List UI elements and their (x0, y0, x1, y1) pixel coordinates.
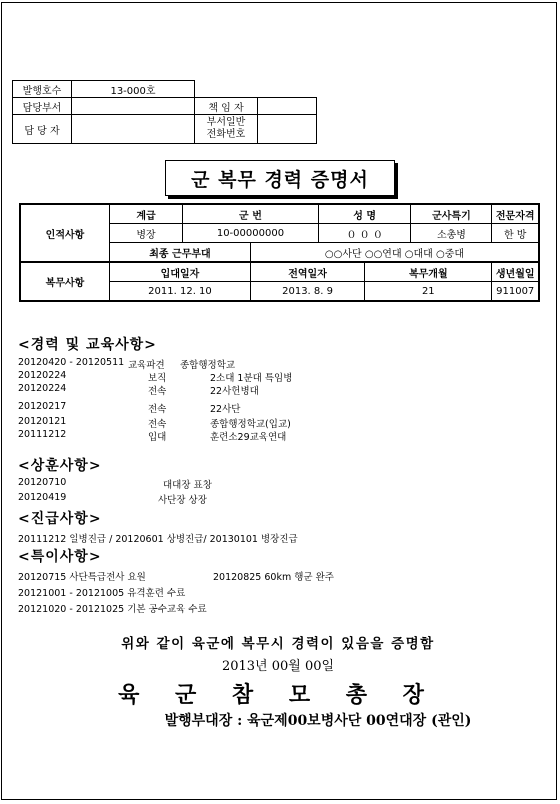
special-item-2: 20120825 60km 행군 완주 (213, 572, 334, 583)
value-discharge-date: 2013. 8. 9 (250, 282, 364, 302)
value-service-number: 10-00000000 (183, 224, 319, 243)
career-desc: 종합행정학교 (180, 360, 236, 371)
header-qualification: 전문자격 (492, 204, 539, 224)
special-item: 20121001 - 20121005 유격훈련 수료 (18, 588, 186, 599)
career-row (18, 370, 538, 383)
closing-statement: 위와 같이 육군에 복무시 경력이 있음을 증명함 (121, 636, 435, 652)
career-type: 보직 (148, 373, 167, 384)
header-specialty: 군사특기 (411, 204, 492, 224)
career-type: 전속 (148, 386, 167, 397)
issuing-unit: 발행부대장 : 육군제00보병사단 00연대장 (관인) (164, 713, 472, 729)
personal-section-label: 인적사항 (20, 204, 110, 262)
promotion-text: 20111212 일병진급 / 20120601 상병진급/ 20130101 병장진급 (18, 534, 298, 545)
header-birth-date: 생년월일 (492, 262, 539, 282)
career-type: 전속 (148, 419, 167, 430)
award-desc: 사단장 상장 (158, 495, 207, 506)
header-name: 성 명 (318, 204, 411, 224)
awards-section (18, 455, 538, 505)
career-desc: 종합행정학교(입교) (210, 419, 291, 430)
value-birth-date: 911007 (492, 282, 539, 302)
document-title: 군 복무 경력 증명서 (165, 160, 395, 196)
career-date: 20120420 - 20120511 (18, 357, 125, 368)
issue-no-label: 발행호수 (13, 81, 72, 98)
career-desc: 2소대 1분대 특임병 (210, 373, 293, 384)
promotion-row (18, 531, 538, 544)
header-discharge-date: 전역일자 (250, 262, 364, 282)
phone-value (258, 115, 317, 144)
resp-label: 책 임 자 (195, 98, 258, 115)
header-rank: 계급 (110, 204, 183, 224)
special-item: 20120715 사단특급전사 요원 (18, 572, 146, 583)
header-service-number: 군 번 (183, 204, 319, 224)
career-date: 20120224 (18, 370, 67, 381)
career-row (18, 429, 538, 442)
phone-label (195, 115, 258, 144)
career-desc: 22사단 (210, 404, 241, 415)
issuer-name: 육 군 참 모 총 장 (118, 682, 438, 708)
value-name: ０ ０ ０ (318, 224, 411, 243)
unit-label: 최종 근무부대 (110, 243, 251, 263)
award-date: 20120419 (18, 492, 67, 503)
dept-value (72, 98, 195, 115)
unit-value: ○○사단 ○○연대 ○대대 ○중대 (250, 243, 539, 263)
phone-label-line2: 전화번호 (206, 129, 246, 140)
career-date: 20120217 (18, 401, 67, 412)
special-row (18, 601, 538, 614)
award-date: 20120710 (18, 477, 67, 488)
award-row (18, 492, 538, 505)
awards-heading: <상훈사항> (18, 458, 102, 474)
phone-label-line1: 부서일반 (206, 117, 246, 128)
career-row (18, 383, 538, 396)
value-qualification: 한 방 (492, 224, 539, 243)
career-desc: 훈련소29교육연대 (210, 432, 287, 443)
value-enlist-date: 2011. 12. 10 (110, 282, 251, 302)
dept-label: 담당부서 (13, 98, 72, 115)
person-value (72, 115, 195, 144)
career-row (18, 416, 538, 429)
value-service-months: 21 (365, 282, 492, 302)
career-desc: 22사헌병대 (210, 386, 259, 397)
personal-service-table (19, 203, 540, 302)
service-section-label: 복무사항 (20, 262, 110, 301)
special-section (18, 546, 538, 614)
career-row (18, 401, 538, 414)
career-row (18, 357, 538, 370)
value-specialty: 소총병 (411, 224, 492, 243)
header-enlist-date: 입대일자 (110, 262, 251, 282)
issue-info-table (12, 80, 317, 144)
promotion-section (18, 508, 538, 544)
special-row (18, 585, 538, 598)
career-type: 입대 (148, 432, 167, 443)
resp-value (258, 98, 317, 115)
value-rank: 병장 (110, 224, 183, 243)
special-row (18, 569, 538, 582)
career-type: 전속 (148, 404, 167, 415)
career-date: 20120224 (18, 383, 67, 394)
issue-no-value: 13-000호 (72, 81, 195, 98)
career-date: 20111212 (18, 429, 67, 440)
career-heading: <경력 및 교육사항> (18, 337, 157, 353)
issue-date: 2013년 00월 00일 (221, 659, 335, 674)
career-date: 20120121 (18, 416, 67, 427)
career-section (18, 334, 538, 442)
career-type: 교육파견 (128, 360, 165, 371)
award-desc: 대대장 표창 (163, 480, 212, 491)
promotion-heading: <진급사항> (18, 511, 102, 527)
special-item: 20121020 - 20121025 기본 공수교육 수료 (18, 604, 207, 615)
award-row (18, 477, 538, 490)
special-heading: <특이사항> (18, 549, 102, 565)
person-label: 담 당 자 (13, 115, 72, 144)
header-service-months: 복무개월 (365, 262, 492, 282)
